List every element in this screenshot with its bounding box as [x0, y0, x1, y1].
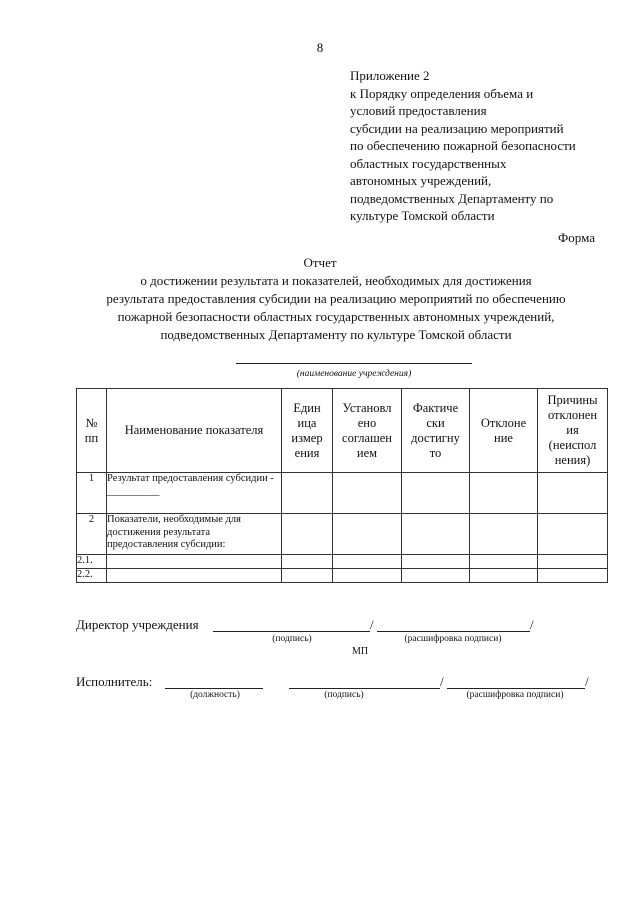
subtitle-line: результата предоставления субсидии на реализацию мероприятий по обеспечению [106, 291, 566, 306]
header-reasons: Причины отклонен ия (неиспол нения) [538, 389, 608, 473]
table-row [77, 555, 608, 569]
table-row [77, 514, 608, 555]
stamp-place: МП [351, 646, 369, 657]
cell-reasons[interactable] [538, 514, 608, 555]
cell-actual[interactable] [402, 555, 470, 569]
cell-unit[interactable] [282, 555, 333, 569]
cell-deviation[interactable] [470, 555, 538, 569]
director-decoding-line[interactable] [377, 631, 530, 632]
separator-slash: / [370, 617, 374, 632]
appendix-line: культуре Томской области [350, 208, 495, 223]
appendix-line: к Порядку определения объема и [350, 85, 534, 101]
appendix-line: условий предоставления [350, 103, 487, 118]
cell-established[interactable] [333, 473, 402, 514]
row-number: 2.2. [77, 569, 107, 583]
subtitle-line: подведомственных Департаменту по культуре Томской области [160, 327, 512, 342]
cell-actual[interactable] [402, 514, 470, 555]
separator-slash: / [530, 617, 534, 632]
appendix-line: областных государственных [350, 155, 507, 171]
row-number: 1 [77, 473, 107, 514]
header-established: Установл ено соглашен ием [333, 389, 402, 473]
cell-established[interactable] [333, 569, 402, 583]
row-number: 2 [77, 514, 107, 555]
cell-unit[interactable] [282, 473, 333, 514]
institution-name-line[interactable] [236, 363, 472, 364]
director-signature-caption: (подпись) [272, 634, 312, 644]
table-row [77, 569, 608, 583]
subtitle-line: пожарной безопасности областных государственных автономных учреждений, [117, 309, 555, 324]
executor-signature-caption: (подпись) [324, 690, 364, 700]
report-title: Отчет [303, 255, 337, 270]
header-deviation: Отклоне ние [470, 389, 538, 473]
director-decoding-caption: (расшифровка подписи) [404, 634, 502, 644]
director-signature-line[interactable] [213, 631, 370, 632]
row-number: 2.1. [77, 555, 107, 569]
appendix-line: Приложение 2 [350, 68, 430, 83]
appendix-note [350, 67, 620, 225]
cell-actual[interactable] [402, 569, 470, 583]
cell-established[interactable] [333, 514, 402, 555]
cell-reasons[interactable] [538, 555, 608, 569]
cell-reasons[interactable] [538, 569, 608, 583]
cell-deviation[interactable] [470, 514, 538, 555]
subtitle-line: о достижении результата и показателей, необходимых для достижения [140, 273, 532, 288]
row-name[interactable] [107, 555, 282, 569]
cell-reasons[interactable] [538, 473, 608, 514]
separator-slash: / [585, 674, 589, 689]
header-actual: Фактиче ски достигну то [402, 389, 470, 473]
page-number: 8 [316, 40, 324, 55]
cell-unit[interactable] [282, 569, 333, 583]
table-header-row [77, 389, 608, 473]
row-name: Результат предоставления субсидии - __________ [107, 473, 282, 514]
executor-decoding-caption: (расшифровка подписи) [466, 690, 564, 700]
appendix-line: субсидии на реализацию мероприятий [350, 120, 564, 136]
header-indicator-name: Наименование показателя [107, 389, 282, 473]
header-unit: Един ица измер ения [282, 389, 333, 473]
form-label: Форма [558, 230, 595, 245]
executor-label: Исполнитель: [76, 674, 153, 689]
cell-deviation[interactable] [470, 569, 538, 583]
cell-established[interactable] [333, 555, 402, 569]
appendix-line: по обеспечению пожарной безопасности [350, 138, 576, 153]
appendix-line: подведомственных Департаменту по [350, 190, 554, 206]
appendix-line: автономных учреждений, [350, 173, 492, 188]
executor-signature-line[interactable] [289, 688, 440, 689]
table-row [77, 473, 608, 514]
row-name: Показатели, необходимые для достижения результата предоставления субсидии: [107, 514, 282, 555]
cell-deviation[interactable] [470, 473, 538, 514]
header-number: № пп [77, 389, 107, 473]
institution-caption: (наименование учреждения) [296, 369, 412, 379]
executor-position-line[interactable] [165, 688, 263, 689]
executor-position-caption: (должность) [190, 690, 240, 700]
row-name[interactable] [107, 569, 282, 583]
executor-decoding-line[interactable] [447, 688, 585, 689]
report-table [76, 388, 608, 583]
separator-slash: / [440, 674, 444, 689]
cell-unit[interactable] [282, 514, 333, 555]
cell-actual[interactable] [402, 473, 470, 514]
report-subtitle [76, 272, 596, 344]
director-label: Директор учреждения [76, 617, 199, 632]
